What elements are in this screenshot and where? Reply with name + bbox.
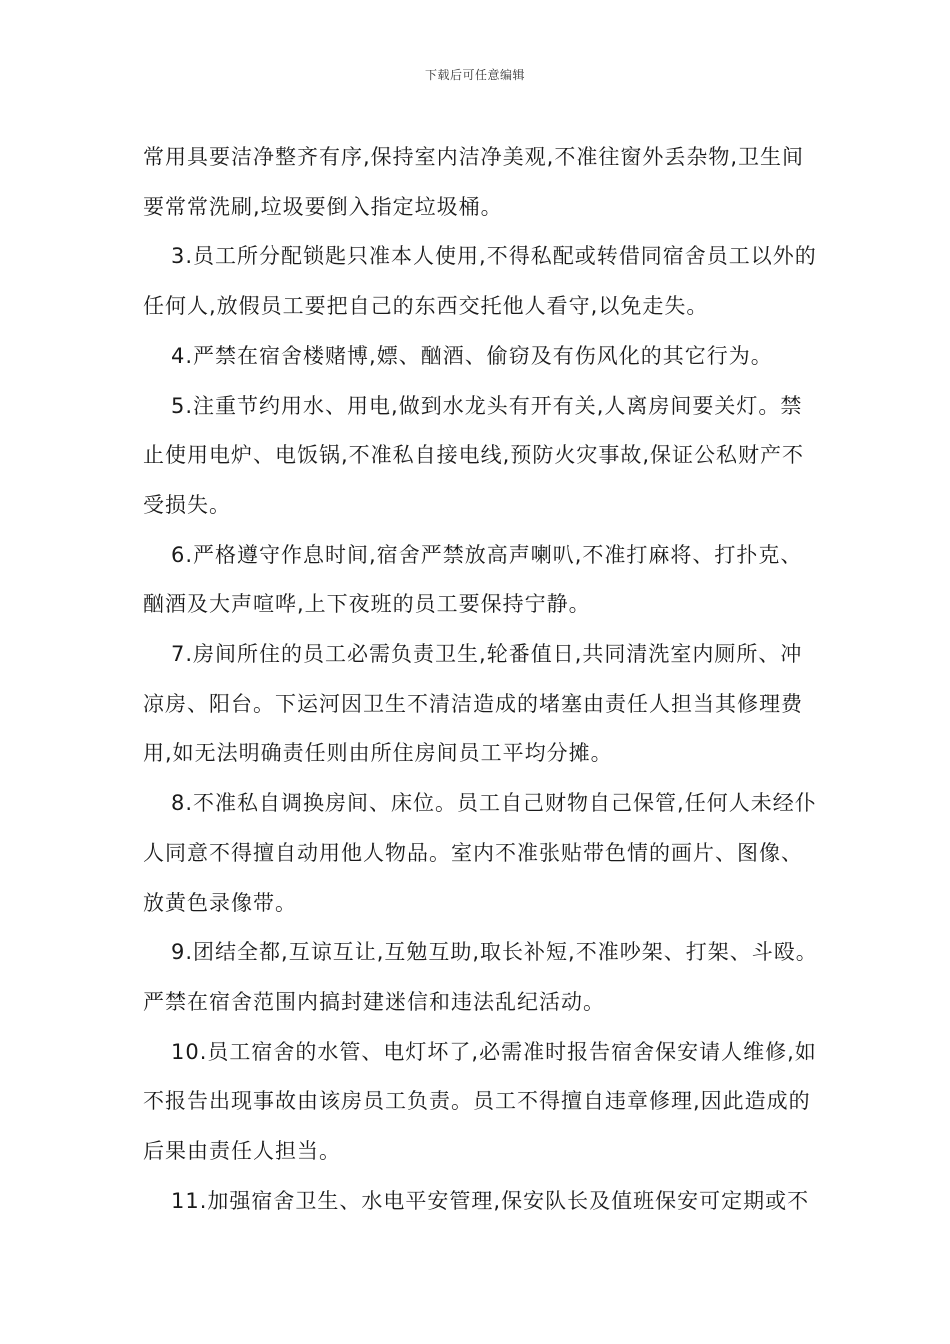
rule-7-paragraph: 7.房间所住的员工必需负责卫生,轮番值日,共同清洗室内厕所、冲凉房、阳台。下运河因卫生不清洁造成的堵塞由责任人担当其修理费用,如无法明确责任则由所住房间员工平均分摊。: [143, 642, 803, 766]
document-body: [143, 133, 823, 1226]
rule-10-paragraph: 10.员工宿舍的水管、电灯坏了,必需准时报告宿舍保安请人维修,如不报告出现事故由该房员工负责。员工不得擅自违章修理,因此造成的后果由责任人担当。: [143, 1039, 817, 1164]
rule-4-paragraph: 4.严禁在宿舍楼赌博,嫖、酗酒、偷窃及有伤风化的其它行为。: [171, 343, 773, 368]
rule-5-paragraph: 5.注重节约用水、用电,做到水龙头有开有关,人离房间要关灯。禁止使用电炉、电饭锅,不准私自接电线,预防火灾事故,保证公私财产不受损失。: [143, 393, 805, 517]
paragraph-continuation: 常用具要洁净整齐有序,保持室内洁净美观,不准往窗外丢杂物,卫生间要常常洗刷,垃圾要倒入指定垃圾桶。: [143, 145, 805, 219]
rule-9-paragraph: 9.团结全都,互谅互让,互勉互助,取长补短,不准吵架、打架、斗殴。严禁在宿舍范围内搞封建迷信和违法乱纪活动。: [143, 940, 818, 1014]
rule-11-paragraph: 11.加强宿舍卫生、水电平安管理,保安队长及值班保安可定期或不: [171, 1188, 810, 1213]
rule-6-paragraph: 6.严格遵守作息时间,宿舍严禁放高声喇叭,不准打麻将、打扑克、酗酒及大声喧哗,上下夜班的员工要保持宁静。: [143, 542, 803, 617]
page-header-note: 下载后可任意编辑: [424, 68, 525, 82]
rule-3-paragraph: 3.员工所分配锁匙只准本人使用,不得私配或转借同宿舍员工以外的任何人,放假员工要把自己的东西交托他人看守,以免走失。: [143, 244, 817, 319]
rule-8-paragraph: 8.不准私自调换房间、床位。员工自己财物自己保管,任何人未经仆人同意不得擅自动用他人物品。室内不准张贴带色情的画片、图像、放黄色录像带。: [143, 791, 817, 915]
